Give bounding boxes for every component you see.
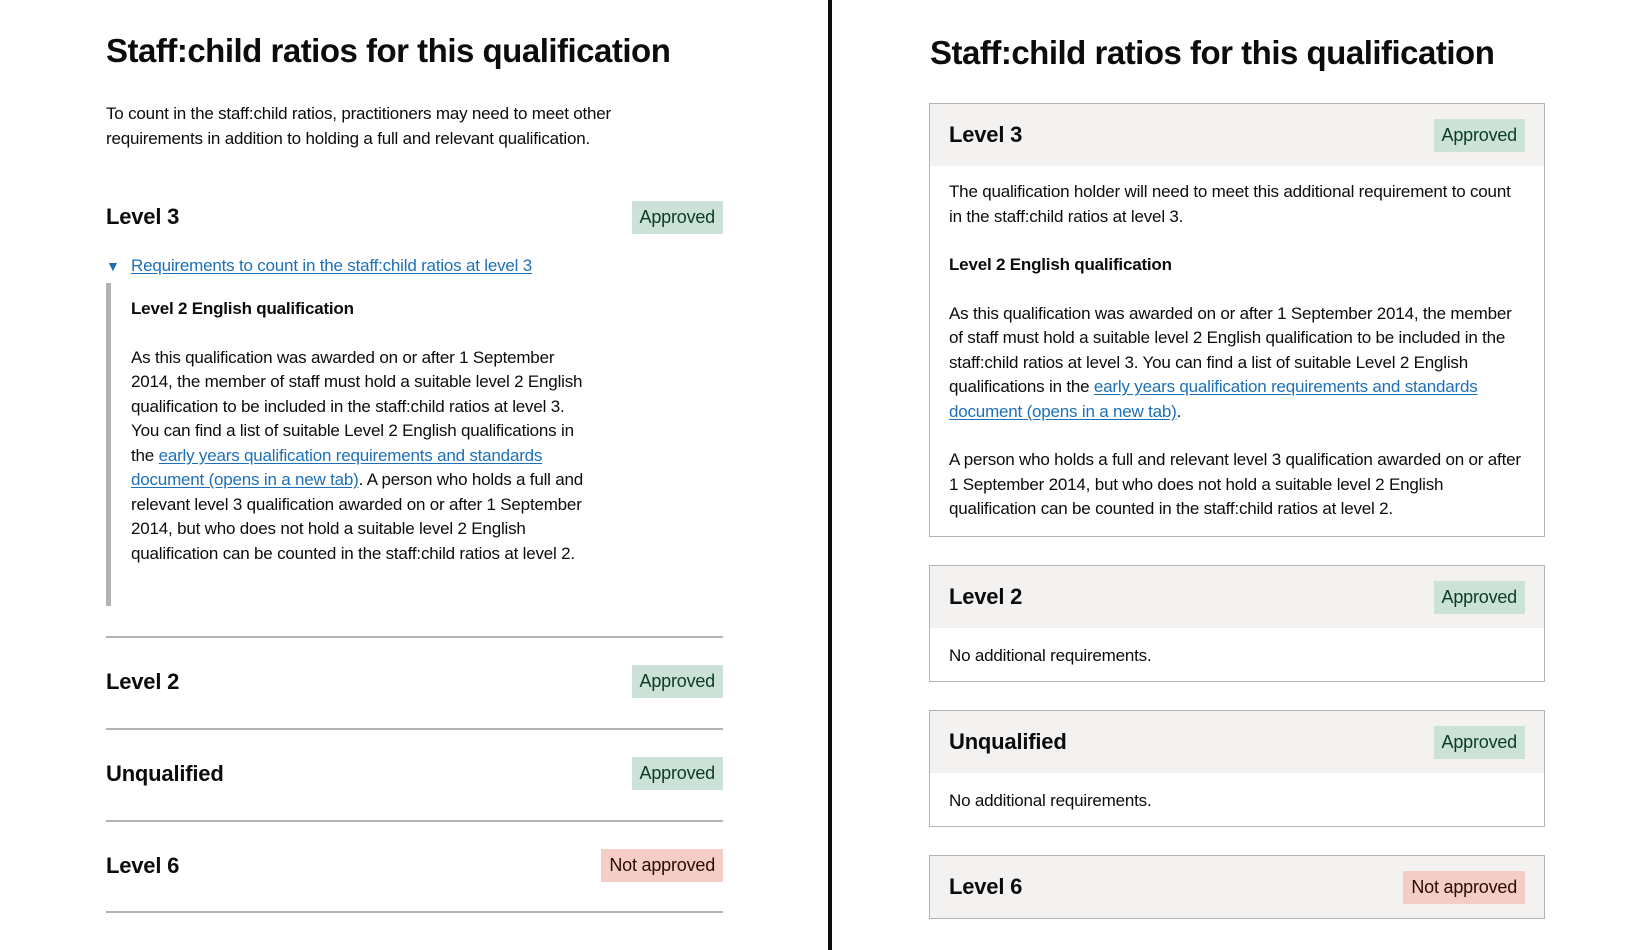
card-heading: Level 6	[949, 874, 1023, 899]
status-tag: Not approved	[1403, 871, 1525, 904]
card-level-6	[929, 855, 1545, 919]
details-text-after: . A person who holds a full and relevant level 3 qualification awarded on or after 1 September 2014, but who does not hold a suitable level 2 English qualification can be counted in the staff:child ratios at level 2.	[131, 470, 584, 563]
card-body	[930, 628, 1544, 683]
card-heading: Level 2	[949, 584, 1023, 609]
divider	[106, 911, 723, 913]
section-unqualified	[106, 756, 723, 796]
details-text	[131, 346, 593, 567]
card-subheading: Level 2 English qualification	[949, 255, 1172, 274]
divider	[106, 728, 723, 730]
section-level-2	[106, 664, 723, 704]
card-header	[930, 856, 1544, 918]
section-heading: Level 3	[106, 204, 180, 229]
status-tag: Approved	[1434, 581, 1525, 614]
section-level-6	[106, 848, 723, 888]
page-title-right: Staff:child ratios for this qualification	[930, 34, 1495, 71]
triangle-down-icon: ▼	[106, 258, 120, 274]
details-content	[131, 297, 593, 566]
card-level-2	[929, 565, 1545, 682]
status-tag: Approved	[632, 757, 723, 790]
card-text	[949, 302, 1525, 425]
card-unqualified	[929, 710, 1545, 827]
card-header	[930, 566, 1544, 628]
card-intro: The qualification holder will need to meet this additional requirement to count in the staff:child ratios at level 3.	[949, 182, 1511, 226]
intro-text: To count in the staff:child ratios, practitioners may need to meet other requirements in addition to holding a full and relevant qualification.	[106, 104, 612, 148]
status-tag: Approved	[1434, 726, 1525, 759]
section-heading: Unqualified	[106, 761, 224, 786]
details-summary-link[interactable]: Requirements to count in the staff:child ratios at level 3	[131, 256, 533, 275]
card-header	[930, 104, 1544, 166]
status-tag: Approved	[1434, 119, 1525, 152]
card-heading: Level 3	[949, 122, 1023, 147]
card-header	[930, 711, 1544, 773]
card-text: No additional requirements.	[949, 791, 1152, 810]
details-text-before: As this qualification was awarded on or after 1 September 2014, the member of staff must hold a suitable level 2 English qualification to be included in the staff:child ratios at level 3. You can find a list of suitable Level 2 English qualifications in the	[131, 347, 583, 465]
left-panel	[106, 0, 723, 950]
card-text-after: .	[1176, 401, 1182, 421]
details-border	[106, 283, 111, 606]
section-heading: Level 2	[106, 669, 180, 694]
card-body	[930, 773, 1544, 828]
requirements-document-link[interactable]: early years qualification requirements and standards document (opens in a new tab)	[949, 377, 1478, 421]
status-tag: Approved	[632, 665, 723, 698]
section-level-3	[106, 199, 723, 239]
status-tag: Approved	[632, 201, 723, 234]
card-body	[930, 166, 1544, 536]
card-text: No additional requirements.	[949, 646, 1152, 665]
divider	[106, 636, 723, 638]
card-extra-text: A person who holds a full and relevant level 3 qualification awarded on or after 1 September 2014, but who does not hold a suitable level 2 English qualification can be counted in the staff:child ratios at level 2.	[949, 450, 1521, 518]
card-text-before: As this qualification was awarded on or after 1 September 2014, the member of staff must hold a suitable level 2 English qualification to be included in the staff:child ratios at level 3. You can find a list of suitable Level 2 English qualifications in the	[949, 303, 1512, 396]
card-level-3	[929, 103, 1545, 537]
status-tag: Not approved	[601, 849, 723, 882]
section-heading: Level 6	[106, 853, 180, 878]
divider	[106, 820, 723, 822]
details-heading: Level 2 English qualification	[131, 299, 354, 318]
card-heading: Unqualified	[949, 729, 1067, 754]
requirements-document-link[interactable]: early years qualification requirements and standards document (opens in a new tab)	[131, 445, 543, 489]
panel-separator	[828, 0, 832, 950]
page-title: Staff:child ratios for this qualification	[106, 32, 671, 69]
